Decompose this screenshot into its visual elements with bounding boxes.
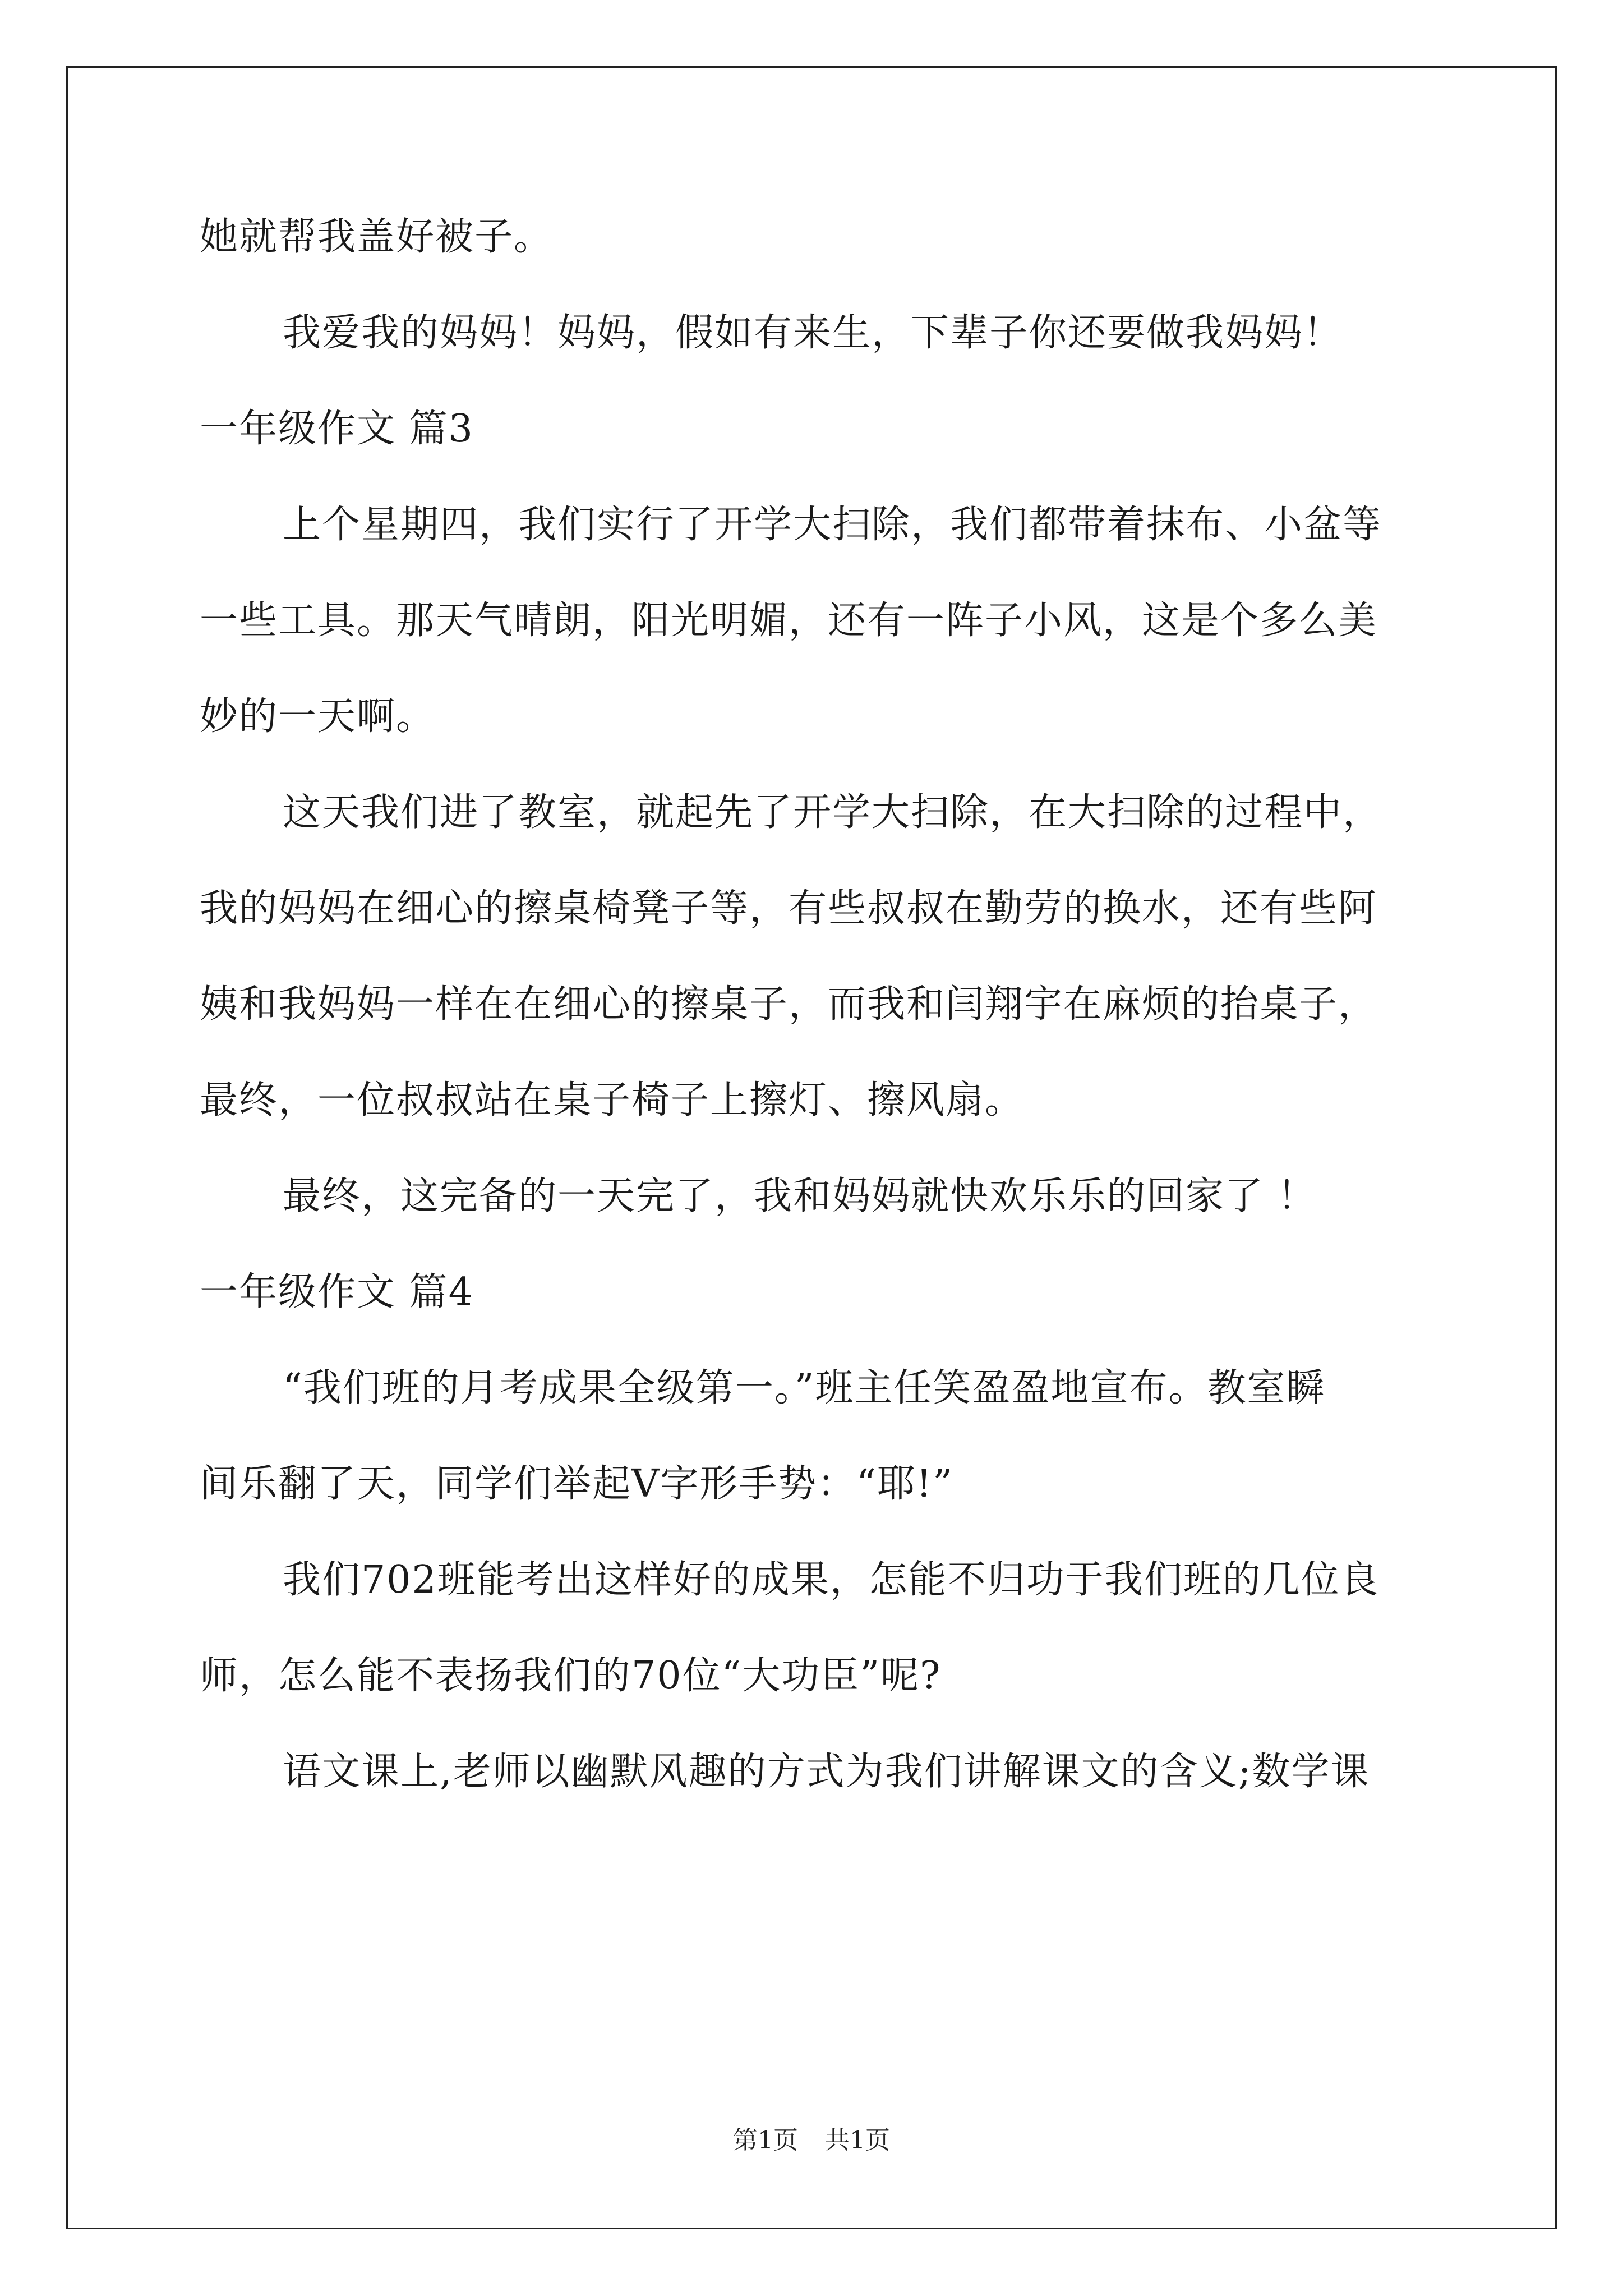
paragraph-line: 上个星期四，我们实行了开学大扫除，我们都带着抹布、小盆等 xyxy=(283,503,1382,547)
paragraph-line: 师，怎么能不表扬我们的70位“大功臣”呢? xyxy=(200,1654,942,1698)
page-total: 共1页 xyxy=(825,2126,890,2155)
paragraph-line: 间乐翻了天，同学们举起V字形手势：“耶!” xyxy=(200,1462,953,1506)
section-heading: 一年级作文 篇4 xyxy=(200,1270,474,1314)
paragraph-line: 妙的一天啊。 xyxy=(200,694,436,739)
paragraph-line: 最终，这完备的一天完了，我和妈妈就快欢乐乐的回家了 ！ xyxy=(283,1174,1317,1218)
paragraph-line: 语文课上,老师以幽默风趣的方式为我们讲解课文的含义;数学课 xyxy=(283,1750,1370,1794)
paragraph-line: 她就帮我盖好被子。 xyxy=(200,215,554,259)
page-footer xyxy=(0,2124,1623,2157)
paragraph-line: 我爱我的妈妈！妈妈，假如有来生，下辈子你还要做我妈妈！ xyxy=(283,311,1343,355)
paragraph-line: 姨和我妈妈一样在在细心的擦桌子，而我和闫翔宇在麻烦的抬桌子， xyxy=(200,982,1378,1027)
paragraph-line: 一些工具。那天气晴朗，阳光明媚，还有一阵子小风，这是个多么美 xyxy=(200,599,1378,643)
paragraph-line: 我们702班能考出这样好的成果，怎能不归功于我们班的几位良 xyxy=(283,1558,1380,1602)
paragraph-line: 最终，一位叔叔站在桌子椅子上擦灯、擦风扇。 xyxy=(200,1078,1025,1122)
paragraph-line: 这天我们进了教室，就起先了开学大扫除，在大扫除的过程中， xyxy=(283,790,1382,835)
paragraph-line: 我的妈妈在细心的擦桌椅凳子等，有些叔叔在勤劳的换水，还有些阿 xyxy=(200,886,1378,931)
section-heading: 一年级作文 篇3 xyxy=(200,407,474,451)
paragraph-line: “我们班的月考成果全级第一。”班主任笑盈盈地宣布。教室瞬 xyxy=(283,1366,1326,1410)
page-number: 第1页 xyxy=(733,2126,798,2155)
document-body xyxy=(200,213,1428,1796)
